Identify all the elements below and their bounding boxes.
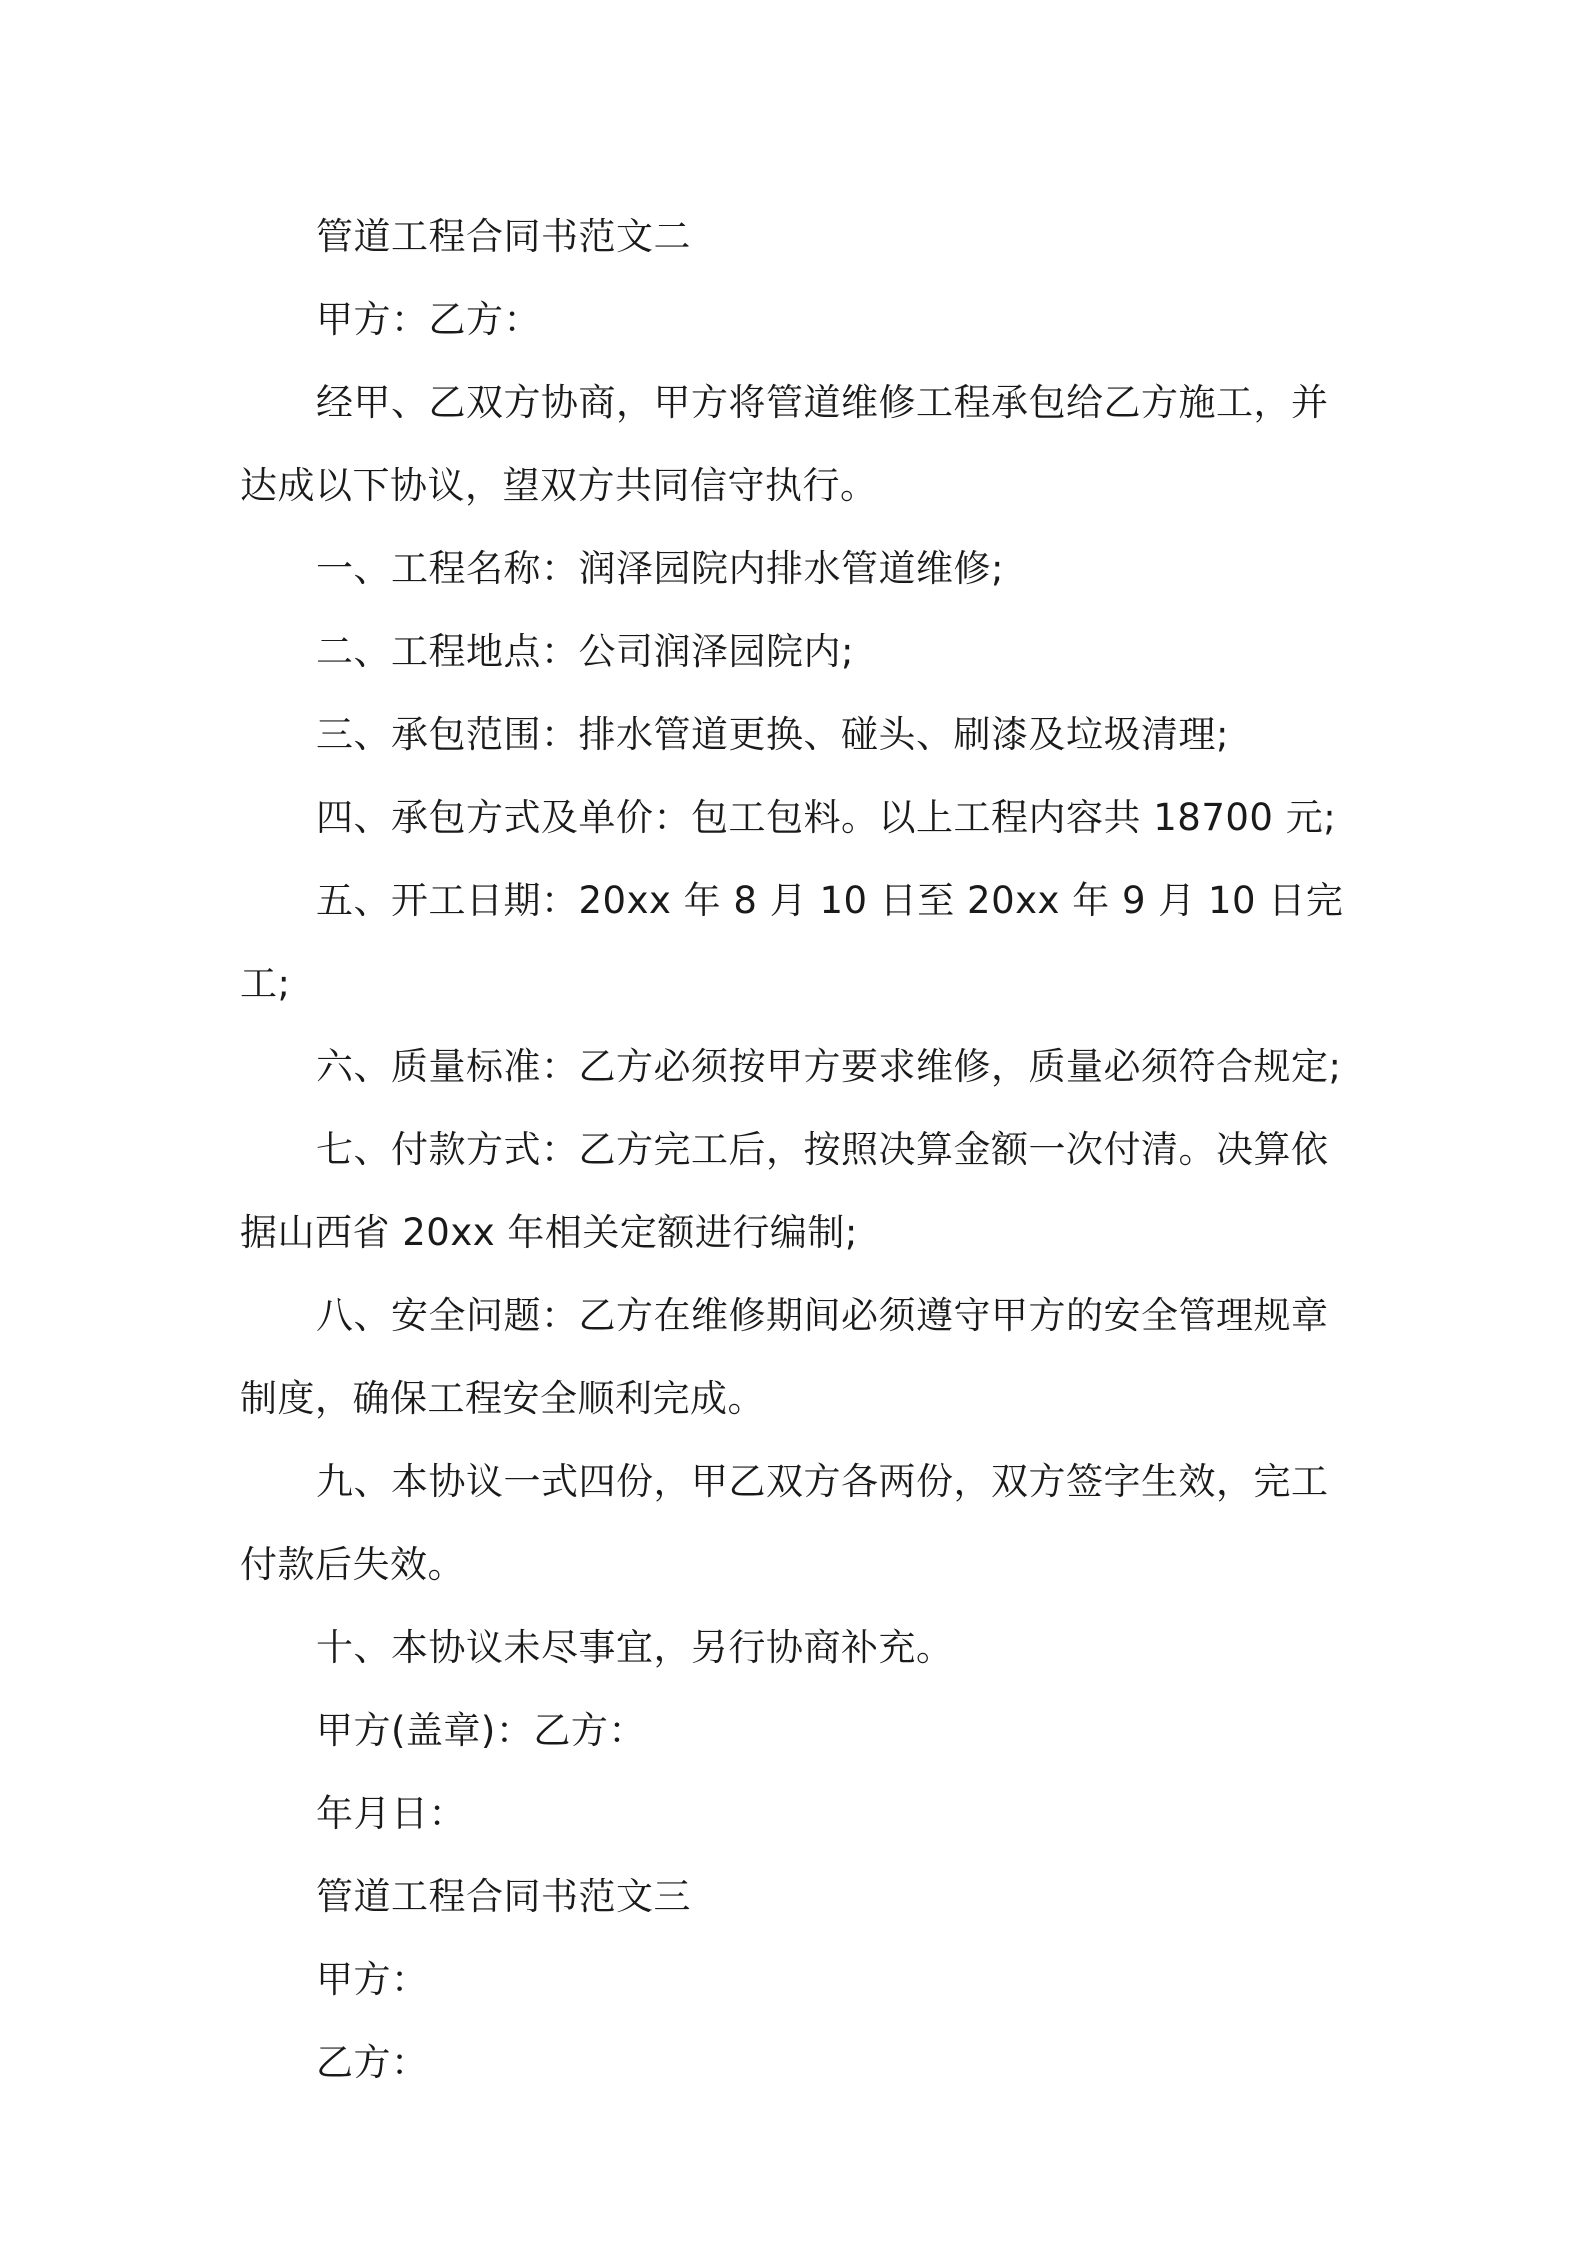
date-line: 年月日： — [316, 1792, 466, 1835]
clause-project-location: 二、工程地点：公司润泽园院内; — [316, 630, 854, 673]
clause-safety: 八、安全问题：乙方在维修期间必须遵守甲方的安全管理规章制度，确保工程安全顺利完成。 — [240, 1294, 1329, 1420]
clause-contract-method-price: 四、承包方式及单价：包工包料。以上工程内容共 18700 元; — [316, 796, 1337, 839]
document-body — [240, 195, 1350, 2104]
party-b-line: 乙方： — [316, 2041, 429, 2084]
clause-payment-method: 七、付款方式：乙方完工后，按照决算金额一次付清。决算依据山西省 20xx 年相关定额进行编制; — [240, 1128, 1329, 1254]
parties-line: 甲方：乙方： — [316, 298, 541, 341]
clause-quality-standard: 六、质量标准：乙方必须按甲方要求维修，质量必须符合规定; — [316, 1045, 1342, 1088]
section-title: 管道工程合同书范文二 — [316, 215, 691, 258]
signature-line: 甲方(盖章)：乙方： — [316, 1709, 646, 1752]
clause-project-name: 一、工程名称：润泽园院内排水管道维修; — [316, 547, 1004, 590]
intro-paragraph: 经甲、乙双方协商，甲方将管道维修工程承包给乙方施工，并达成以下协议，望双方共同信守执行。 — [240, 381, 1329, 507]
section-title-next: 管道工程合同书范文三 — [316, 1875, 691, 1918]
party-a-line: 甲方： — [316, 1958, 429, 2001]
clause-copies: 九、本协议一式四份，甲乙双方各两份，双方签字生效，完工付款后失效。 — [240, 1460, 1329, 1586]
clause-contract-scope: 三、承包范围：排水管道更换、碰头、刷漆及垃圾清理; — [316, 713, 1229, 756]
clause-supplement: 十、本协议未尽事宜，另行协商补充。 — [316, 1626, 954, 1669]
clause-start-date: 五、开工日期：20xx 年 8 月 10 日至 20xx 年 9 月 10 日完工; — [240, 879, 1344, 1005]
